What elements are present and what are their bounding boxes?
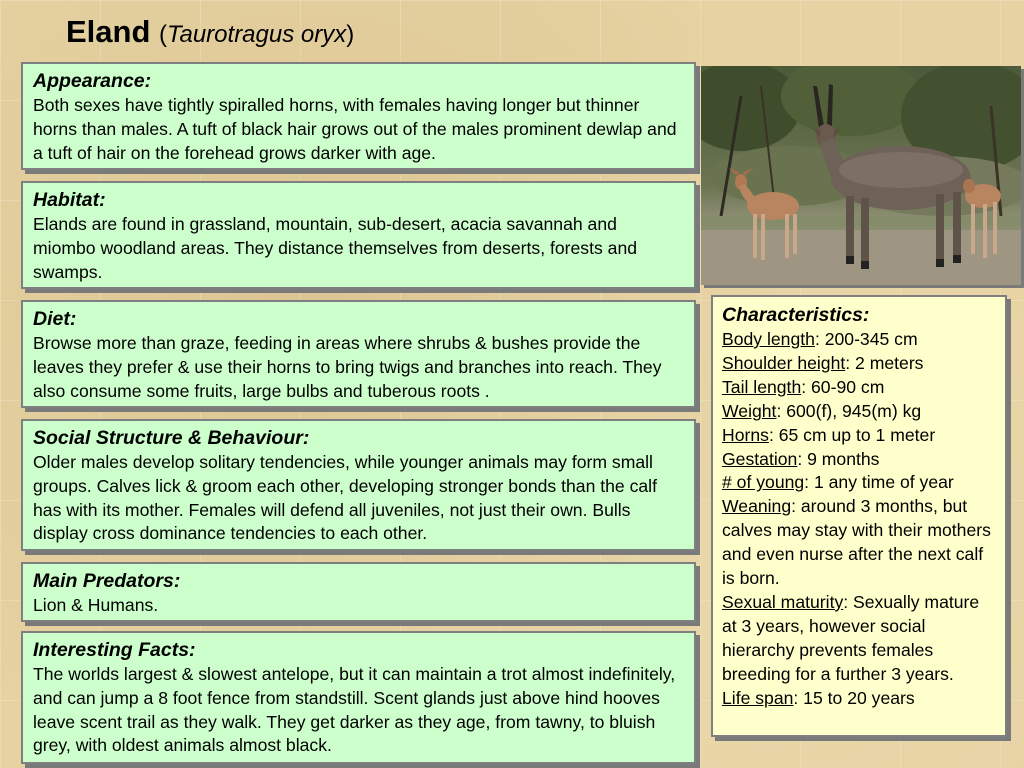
habitat-section [21,181,696,289]
char-value: : 2 meters [845,352,924,373]
char-row-life-span [722,687,997,711]
char-label: Weaning [722,496,792,517]
habitat-heading: Habitat: [33,189,106,211]
char-row-number-of-young [722,471,997,495]
social-text: Older males develop solitary tendencies, while younger animals may form small groups. Calves lick & groom each other, developing stronger bonds than the calf has with its mother. Females will defend all juveniles, not just their own. Bulls display cross dominance tendencies to each other. [33,452,657,544]
char-label: Body length [722,329,815,349]
title-close-paren: ) [346,21,355,48]
char-row-gestation [722,448,997,472]
eland-photo-icon [701,66,1021,285]
char-value: : 1 any time of year [804,472,954,493]
facts-heading: Interesting Facts: [33,639,196,661]
characteristics-section [711,295,1007,737]
char-row-body-length [722,328,997,352]
char-value: : 60-90 cm [801,376,885,397]
char-row-sexual-maturity [722,591,997,687]
characteristics-heading: Characteristics: [722,304,870,326]
appearance-text: Both sexes have tightly spiralled horns, with females having longer but thinner horns than males. A tuft of black hair grows out of the males prominent dewlap and a tuft of hair on the forehead grows darker with age. [33,95,677,163]
char-label: Sexual maturity [722,591,844,612]
title-common-name: Eland [66,14,151,49]
title-scientific-name: Taurotragus oryx [167,21,347,48]
facts-section [21,631,696,764]
page-title [66,14,354,50]
social-heading: Social Structure & Behaviour: [33,427,310,449]
char-label: # of young [722,472,805,493]
char-label: Life span [722,687,794,708]
char-value: : around 3 months, but calves may stay with their mothers and even nurse after the next calf is born. [722,496,991,589]
char-value: : Sexually mature at 3 years, however social hierarchy prevents females breeding for a further 3 years. [722,591,980,684]
char-label: Weight [722,400,777,421]
char-row-horns [722,424,997,448]
title-open-paren: ( [159,21,168,48]
predators-heading: Main Predators: [33,570,181,592]
char-label: Gestation [722,448,798,469]
char-label: Tail length [722,376,802,397]
habitat-text: Elands are found in grassland, mountain, sub-desert, acacia savannah and miombo woodland areas. They distance themselves from deserts, forests and swamps. [33,214,638,282]
social-section [21,419,696,551]
facts-text: The worlds largest & slowest antelope, but it can maintain a trot almost indefinitely, and can jump a 8 foot fence from standstill. Scent glands just above hind hooves leave scent trail as they walk. They get darker as they age, from tawny, to bluish grey, with oldest animals almost black. [33,664,676,756]
char-label: Shoulder height [722,352,846,373]
char-value: : 65 cm up to 1 meter [768,424,936,445]
char-row-weight [722,400,997,424]
predators-section [21,562,696,622]
char-value: : 15 to 20 years [793,687,915,708]
char-row-weaning [722,495,997,591]
appearance-heading: Appearance: [33,70,152,92]
char-value: : 9 months [797,448,880,469]
diet-section [21,300,696,408]
char-row-shoulder-height [722,352,997,376]
char-label: Horns [722,424,769,445]
diet-heading: Diet: [33,308,77,330]
char-row-tail-length [722,376,997,400]
char-value: : 200-345 cm [814,329,918,349]
appearance-section [21,62,696,170]
eland-photo [701,66,1021,285]
predators-text: Lion & Humans. [33,595,159,615]
char-value: : 600(f), 945(m) kg [776,400,922,421]
diet-text: Browse more than graze, feeding in areas where shrubs & bushes provide the leaves they prefer & use their horns to bring twigs and branches into reach. They also consume some fruits, large bulbs and tuberous roots . [33,333,662,401]
